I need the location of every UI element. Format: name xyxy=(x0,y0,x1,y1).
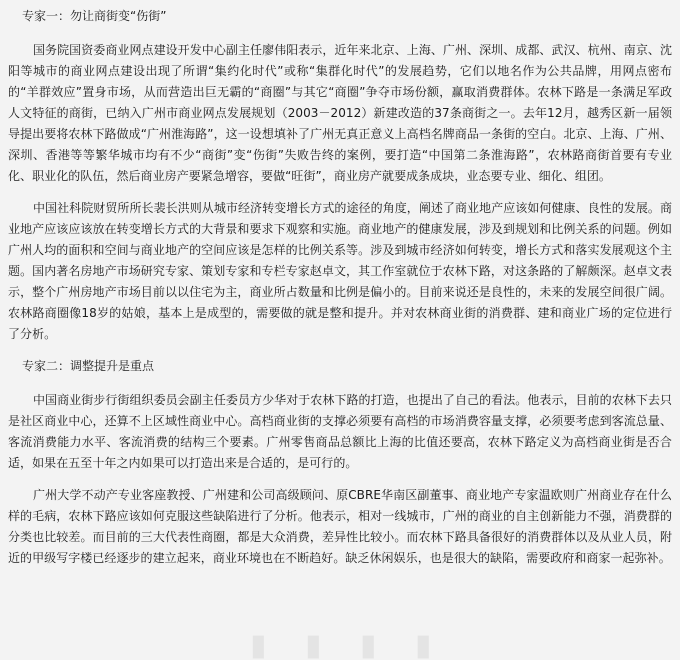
spacer xyxy=(8,27,672,40)
paragraph: 广州大学不动产专业客座教授、广州建和公司高级顾问、原CBRE华南区副董事、商业地产专家温欧则广州商业存在什么样的毛病，农林下路应该如何克服这些缺陷进行了分析。他表示，相对一线城市，广州的商业的自主创新能力不强，消费群的分类也比较差。而目前的三大代表性商圈，都是大众消费，差异性比较小。而农林下路具备很好的消费群体以及从业人员，附近的甲级写字楼已经逐步的建立起来，商业环境也在不断趋好。缺乏休闲娱乐，也是很大的缺陷，需要政府和商家一起弥补。 xyxy=(8,488,672,565)
spacer xyxy=(8,377,672,390)
paragraph: 中国商业街步行街组织委员会副主任委员方少华对于农林下路的打造，也提出了自己的看法。他表示，目前的农林下去只是社区商业中心，还算不上区域性商业中心。高档商业街的支撑必须要有高档的市场消费容量支撑，必须要考虑到客流总量、客流消费能力水平、客流消费的结构三个要素。广州零售商品总额比上海的比值还要高，农林下路定义为高档商业街是否合适，如果在五至十年之内如果可以打造出来是合适的，是可行的。 xyxy=(8,393,672,470)
paragraph: 国务院国资委商业网点建设开发中心副主任廖伟阳表示，近年来北京、上海、广州、深圳、成都、武汉、杭州、南京、沈阳等城市的商业网点建设出现了所谓“集约化时代”或称“集群化时代”的发展趋势，它们以地名作为公共品牌，用网点密布的“羊群效应”置身市场，从而营造出巨无霸的“商圈”与其它“商圈”争夺市场份额，赢取消费群体。农林下路是一条满足军政人文特征的商街，已纳入广州市商业网点发展规划（2003－2012）新建改造的37条商街之一。去年12月，越秀区新一届领导提出要将农林下路做成“广州淮海路”，这一设想填补了广州无真正意义上高档名牌商品一条街的空白。北京、上海、广州、深圳、香港等等繁华城市均有不少“商街”变“伤街”失败告终的案例，要打造“中国第二条淮海路”，农林路商街首要有专业化、职业化的队伍，然后商业房产要紧急增容，要做“旺街”，商业房产就要成条成块，业态要专业、细化、组团。 xyxy=(8,43,672,183)
spacer xyxy=(8,474,672,485)
spacer xyxy=(8,345,672,356)
spacer xyxy=(8,187,672,198)
section-title-2: 专家二：调整提升是重点 xyxy=(22,359,155,373)
paragraph: 中国社科院财贸所所长裴长洪则从城市经济转变增长方式的途径的角度，阐述了商业地产应该如何健康、良性的发展。商业地产应该应该放在转变增长方式的大背景和要求下观察和实施。商业地产的健康发展，涉及到规划和比例关系的问题。例如广州人均的面积和空间与商业地产的空间应该是怎样的比例关系等。涉及到城市经济如何转变，增长方式和落实发展观这个主题。国内著名房地产市场研究专家、策划专家和专栏专家赵卓文，其工作室就位于农林下路，对这条路的了解颇深。赵卓文表示，整个广州房地产市场目前以以住宅为主，商业所占数量和比例是偏小的。目前来说还是良性的，未来的发展空间很广阔。农林路商圈像18岁的姑娘，基本上是成型的，需要做的就是整和提升。并对农林商业街的消费群、建和商业广场的定位进行了分析。 xyxy=(8,201,672,341)
section-title-1: 专家一：勿让商街变“伤街” xyxy=(22,9,167,23)
watermark-logo: ▮ ▮ ▮ ▮ xyxy=(250,628,446,660)
